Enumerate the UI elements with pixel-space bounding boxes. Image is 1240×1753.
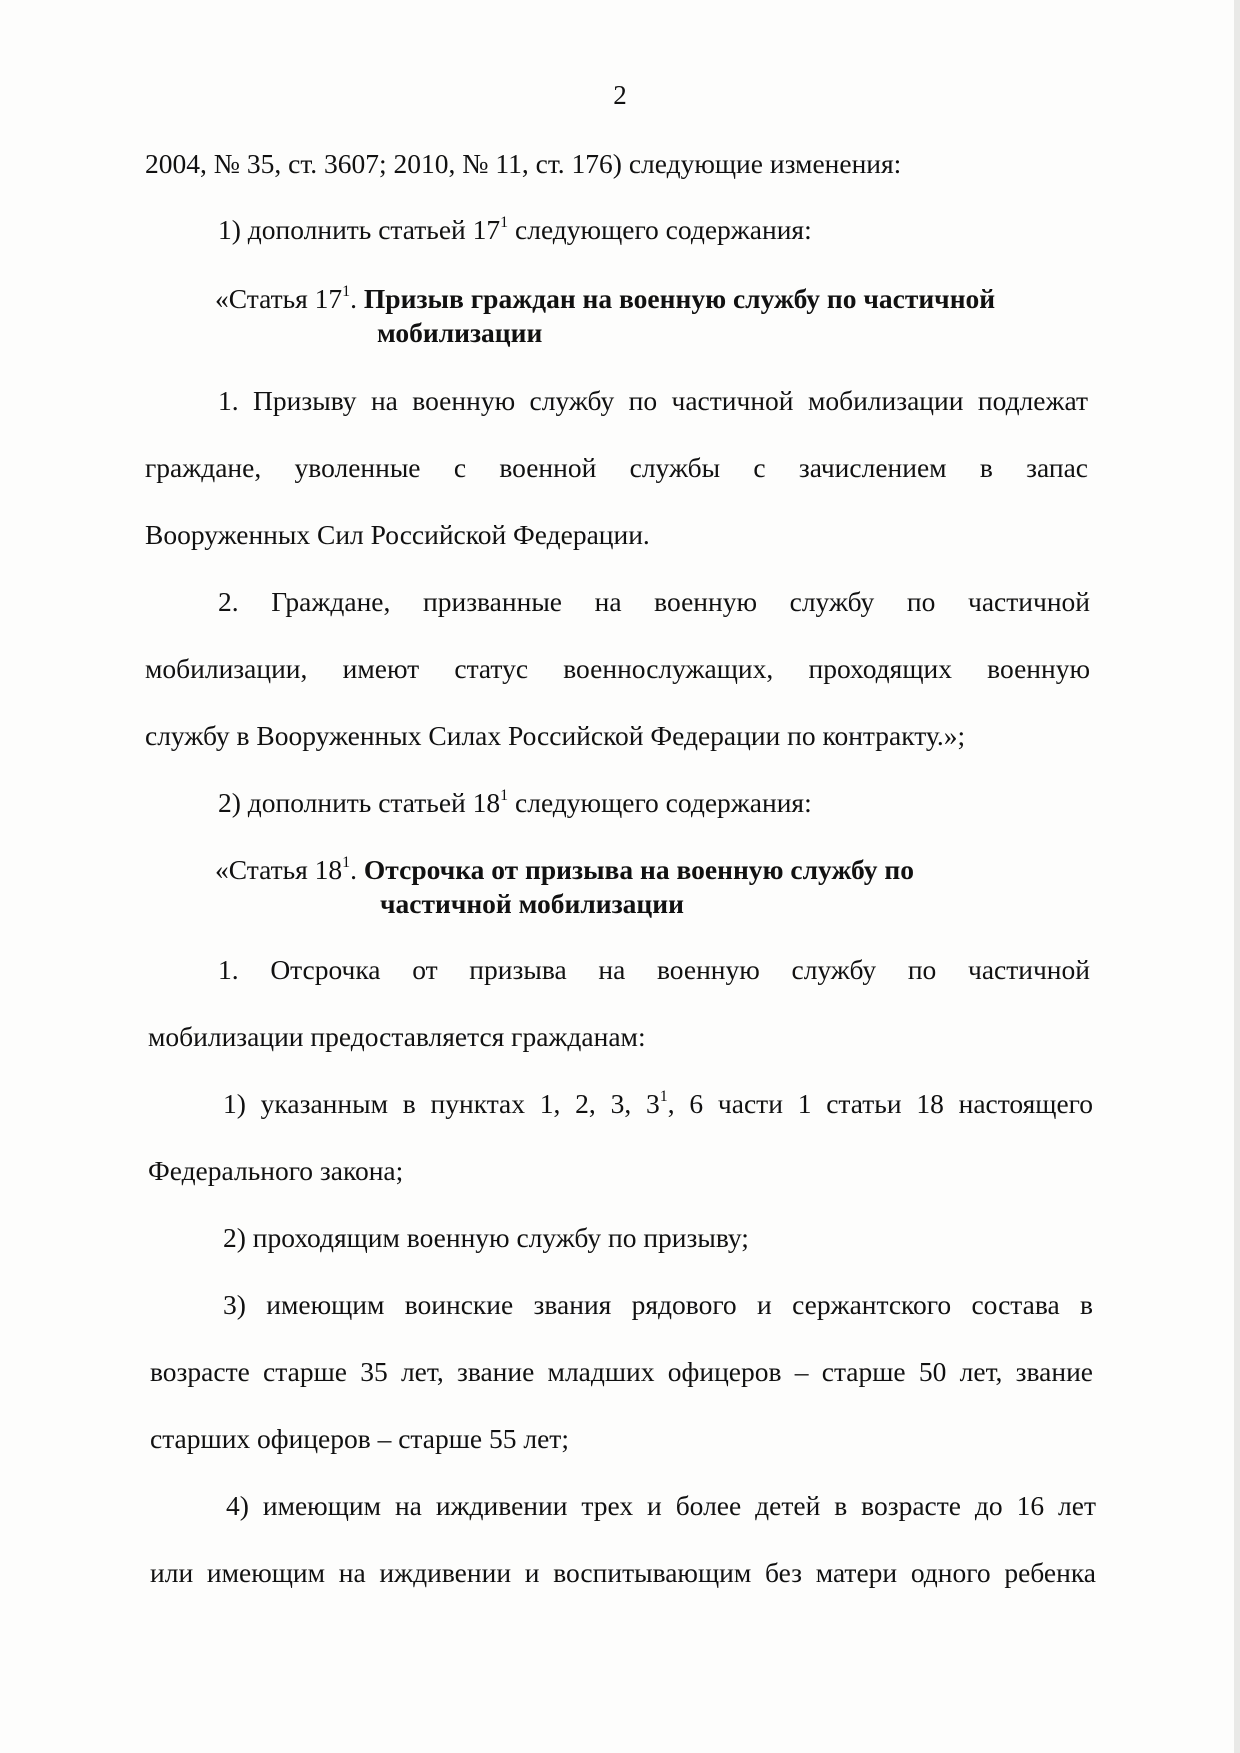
intro-line: 2004, № 35, ст. 3607; 2010, № 11, ст. 176) следующие изменения: — [145, 148, 902, 179]
scan-edge — [1234, 0, 1240, 1753]
article-17-p1-line3: Вооруженных Сил Российской Федерации. — [145, 519, 650, 550]
article-18-heading — [215, 853, 914, 887]
article-17-p2-line3: службу в Вооруженных Силах Российской Федерации по контракту.»; — [145, 720, 966, 751]
article-17-prefix: «Статья 17 — [215, 283, 343, 314]
item-1 — [218, 213, 812, 247]
article-18-s1-prefix: 1) указанным в пунктах 1, 2, 3, 3 — [223, 1088, 660, 1119]
item-1-suffix: следующего содержания: — [508, 214, 812, 245]
article-18-p1-line1: 1. Отсрочка от призыва на военную службу по частичной — [218, 954, 1090, 985]
article-18-s1-suffix: , 6 части 1 статьи 18 настоящего — [667, 1088, 1093, 1119]
article-17-heading — [215, 282, 995, 316]
item-1-prefix: 1) дополнить статьей 17 — [218, 214, 501, 245]
item-1-sup: 1 — [500, 214, 509, 231]
page-number: 2 — [613, 80, 627, 110]
article-17-p2-line2: мобилизации, имеют статус военнослужащих, проходящих военную — [145, 653, 1090, 684]
article-17-p1-line2: граждане, уволенные с военной службы с зачислением в запас — [145, 452, 1088, 483]
article-18-s3-line3: старших офицеров – старше 55 лет; — [150, 1423, 569, 1454]
article-17-p1-line1: 1. Призыву на военную службу по частичной мобилизации подлежат — [218, 385, 1088, 416]
item-2-suffix: следующего содержания: — [508, 787, 812, 818]
article-18-title-1: Отсрочка от призыва на военную службу по — [357, 854, 914, 885]
item-2-sup: 1 — [500, 787, 509, 804]
article-18-dot: . — [350, 854, 358, 885]
article-17-title-2: мобилизации — [377, 317, 543, 348]
article-18-s2: 2) проходящим военную службу по призыву; — [223, 1222, 749, 1253]
article-18-s3-line2: возрасте старше 35 лет, звание младших офицеров – старше 50 лет, звание — [150, 1356, 1093, 1387]
article-18-p1-line2: мобилизации предоставляется гражданам: — [148, 1021, 646, 1052]
article-18-prefix: «Статья 18 — [215, 854, 343, 885]
article-18-s1-line1 — [223, 1087, 1093, 1121]
article-18-s4-line2: или имеющим на иждивении и воспитывающим без матери одного ребенка — [150, 1557, 1096, 1588]
article-17-sup: 1 — [342, 283, 351, 300]
item-2 — [218, 786, 812, 820]
article-18-s3-line1: 3) имеющим воинские звания рядового и сержантского состава в — [223, 1289, 1093, 1320]
article-17-p2-line1: 2. Граждане, призванные на военную службу по частичной — [218, 586, 1090, 617]
article-18-s1-sup: 1 — [659, 1088, 668, 1105]
article-18-s4-line1: 4) имеющим на иждивении трех и более детей в возрасте до 16 лет — [226, 1490, 1096, 1521]
article-17-dot: . — [350, 283, 358, 314]
article-18-s1-line2: Федерального закона; — [148, 1155, 404, 1186]
article-18-sup: 1 — [342, 854, 351, 871]
article-18-title-2: частичной мобилизации — [380, 888, 684, 919]
item-2-prefix: 2) дополнить статьей 18 — [218, 787, 501, 818]
article-17-title-1: Призыв граждан на военную службу по частичной — [357, 283, 996, 314]
